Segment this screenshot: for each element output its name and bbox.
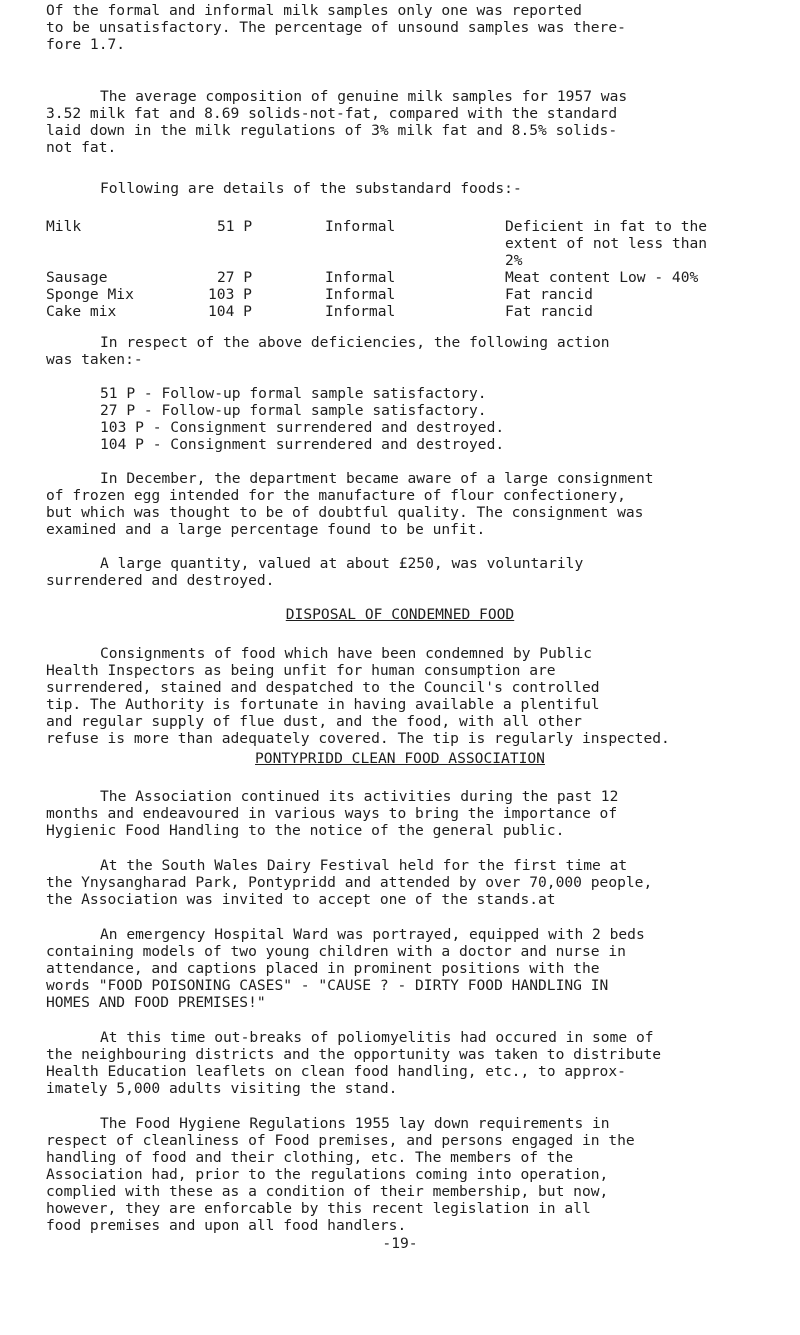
remark-cell: extent of not less than [505, 235, 708, 252]
text-line: of frozen egg intended for the manufacture of flour confectionery, [46, 487, 626, 504]
substandard-intro: Following are details of the substandard foods:- [100, 180, 522, 197]
text-line: to be unsatisfactory. The percentage of unsound samples was there- [46, 19, 626, 36]
text-line: In respect of the above deficiencies, the following action [100, 334, 610, 351]
text-line: At this time out-breaks of poliomyelitis had occured in some of [100, 1029, 654, 1046]
text-line: Health Education leaflets on clean food handling, etc., to approx- [46, 1063, 626, 1080]
intro-paragraph [0, 2, 800, 53]
table-row [0, 303, 800, 320]
egg-paragraph [0, 470, 800, 538]
text-line: refuse is more than adequately covered. The tip is regularly inspected. [46, 730, 670, 747]
text-line: however, they are enforcable by this recent legislation in all [46, 1200, 591, 1217]
type-cell: Informal [325, 303, 396, 320]
ref-cell: 27 P [217, 269, 253, 286]
page-number: -19- [382, 1235, 418, 1252]
text-line: Hygienic Food Handling to the notice of the general public. [46, 822, 565, 839]
text-line: respect of cleanliness of Food premises, and persons engaged in the [46, 1132, 635, 1149]
text-line: food premises and upon all food handlers. [46, 1217, 407, 1234]
type-cell: Informal [325, 218, 396, 235]
food-cell: Cake mix [46, 303, 117, 320]
text-line: months and endeavoured in various ways to bring the importance of [46, 805, 618, 822]
action-paragraph [0, 334, 800, 368]
section-heading: DISPOSAL OF CONDEMNED FOOD [285, 606, 515, 623]
association-paragraph-2 [0, 857, 800, 908]
text-line: 3.52 milk fat and 8.69 solids-not-fat, compared with the standard [46, 105, 618, 122]
list-item: 51 P - Follow-up formal sample satisfactory. [100, 385, 487, 402]
remark-cell: Fat rancid [505, 303, 593, 320]
food-cell: Sponge Mix [46, 286, 134, 303]
remark-cell: Meat content Low - 40% [505, 269, 699, 286]
text-line: surrendered and destroyed. [46, 572, 275, 589]
association-paragraph-4 [0, 1029, 800, 1097]
text-line: the neighbouring districts and the opportunity was taken to distribute [46, 1046, 662, 1063]
text-line: the Association was invited to accept one of the stands.at [46, 891, 556, 908]
text-line: An emergency Hospital Ward was portrayed, equipped with 2 beds [100, 926, 645, 943]
text-line: The Food Hygiene Regulations 1955 lay down requirements in [100, 1115, 610, 1132]
table-row-continuation [0, 252, 800, 269]
text-line: was taken:- [46, 351, 143, 368]
text-line: The average composition of genuine milk samples for 1957 was [100, 88, 628, 105]
text-line: Of the formal and informal milk samples only one was reported [46, 2, 582, 19]
association-paragraph-5 [0, 1115, 800, 1234]
food-cell: Sausage [46, 269, 108, 286]
text-line: handling of food and their clothing, etc. The members of the [46, 1149, 574, 1166]
text-line: Health Inspectors as being unfit for human consumption are [46, 662, 556, 679]
remark-cell: Deficient in fat to the [505, 218, 708, 235]
text-line: but which was thought to be of doubtful quality. The consignment was [46, 504, 644, 521]
text-line: In December, the department became aware of a large consignment [100, 470, 654, 487]
type-cell: Informal [325, 269, 396, 286]
ref-cell: 104 P [208, 303, 252, 320]
text-line: words "FOOD POISONING CASES" - "CAUSE ? - DIRTY FOOD HANDLING IN [46, 977, 609, 994]
table-row [0, 218, 800, 235]
text-line: Association had, prior to the regulations coming into operation, [46, 1166, 609, 1183]
text-line: surrendered, stained and despatched to the Council's controlled [46, 679, 600, 696]
text-line: attendance, and captions placed in prominent positions with the [46, 960, 600, 977]
text-line: A large quantity, valued at about £250, was voluntarily [100, 555, 584, 572]
quantity-paragraph [0, 555, 800, 589]
list-item: 103 P - Consignment surrendered and destroyed. [100, 419, 505, 436]
text-line: laid down in the milk regulations of 3% milk fat and 8.5% solids- [46, 122, 618, 139]
list-item: 104 P - Consignment surrendered and destroyed. [100, 436, 505, 453]
section-heading: PONTYPRIDD CLEAN FOOD ASSOCIATION [255, 750, 545, 767]
text-line: examined and a large percentage found to be unfit. [46, 521, 486, 538]
list-item: 27 P - Follow-up formal sample satisfactory. [100, 402, 487, 419]
table-row-continuation [0, 235, 800, 252]
food-cell: Milk [46, 218, 82, 235]
table-row [0, 269, 800, 286]
remark-cell: 2% [505, 252, 523, 269]
ref-cell: 51 P [217, 218, 253, 235]
text-line: containing models of two young children with a doctor and nurse in [46, 943, 626, 960]
text-line: not fat. [46, 139, 117, 156]
text-line: tip. The Authority is fortunate in having available a plentiful [46, 696, 600, 713]
action-list [0, 385, 800, 453]
text-line: fore 1.7. [46, 36, 126, 53]
ref-cell: 103 P [208, 286, 252, 303]
text-line: At the South Wales Dairy Festival held for the first time at [100, 857, 628, 874]
table-row [0, 286, 800, 303]
text-line: complied with these as a condition of their membership, but now, [46, 1183, 609, 1200]
text-line: HOMES AND FOOD PREMISES!" [46, 994, 266, 1011]
average-paragraph [0, 88, 800, 156]
remark-cell: Fat rancid [505, 286, 593, 303]
type-cell: Informal [325, 286, 396, 303]
text-line: The Association continued its activities during the past 12 [100, 788, 619, 805]
association-paragraph-3 [0, 926, 800, 1011]
text-line: and regular supply of flue dust, and the food, with all other [46, 713, 582, 730]
text-line: Consignments of food which have been condemned by Public [100, 645, 593, 662]
disposal-paragraph [0, 645, 800, 747]
text-line: the Ynysangharad Park, Pontypridd and attended by over 70,000 people, [46, 874, 653, 891]
text-line: imately 5,000 adults visiting the stand. [46, 1080, 398, 1097]
association-paragraph-1 [0, 788, 800, 839]
